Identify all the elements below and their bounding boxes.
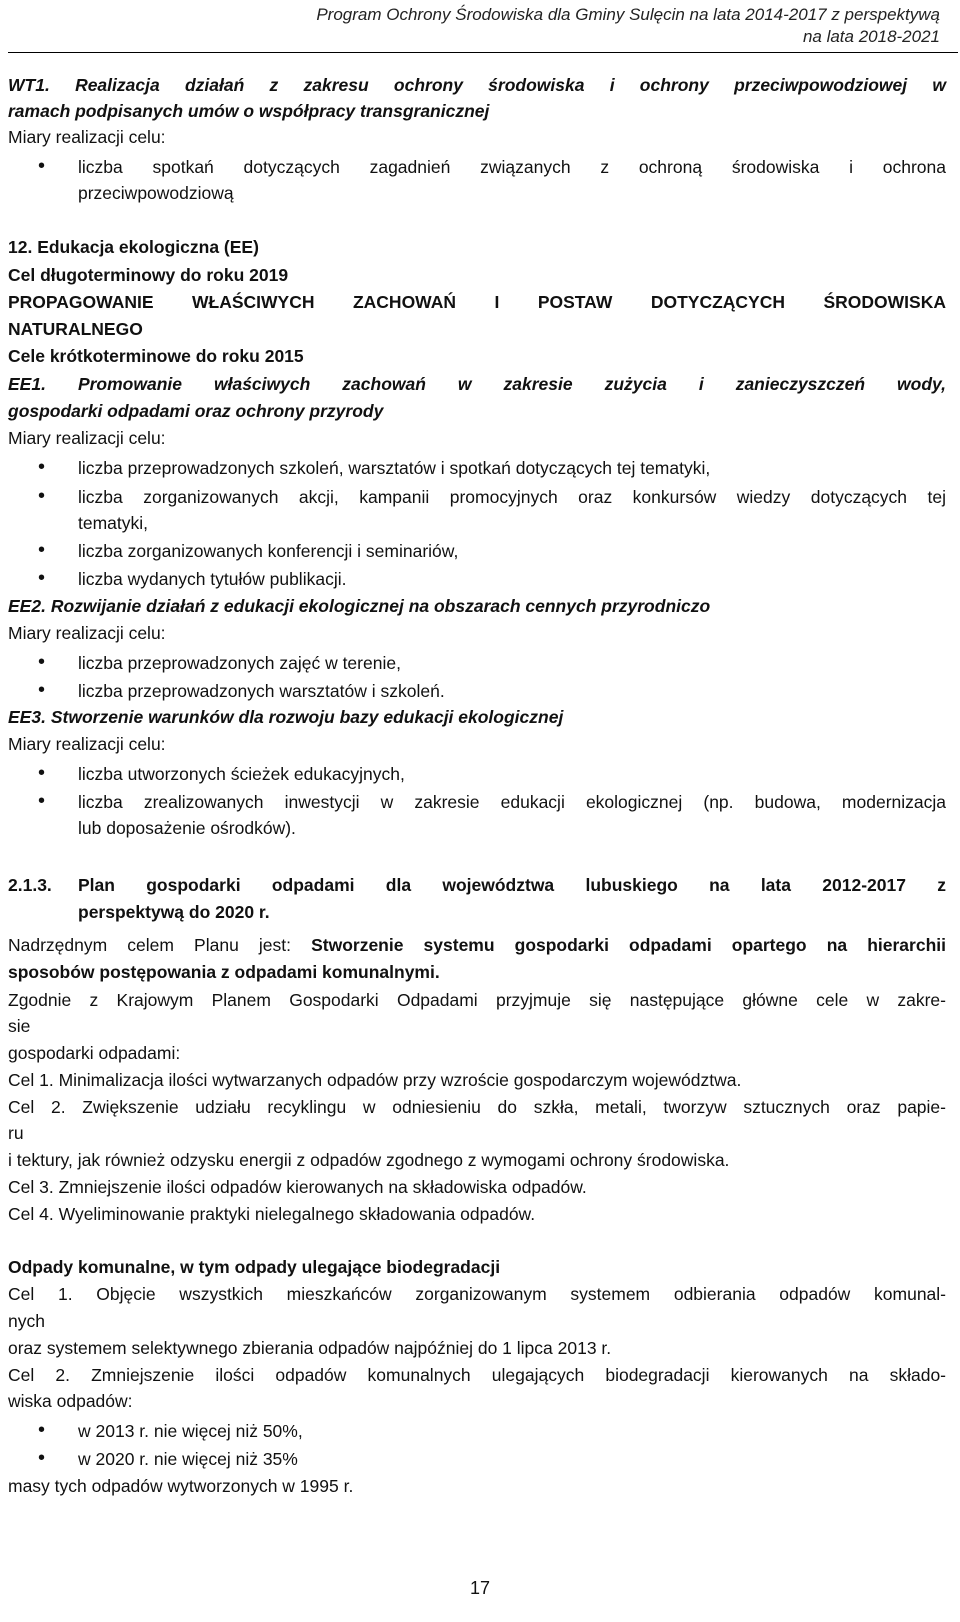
kpgo-line-3: gospodarki odpadami:: [8, 1043, 181, 1063]
ee1-bullet-4: liczba wydanych tytułów publikacji.: [78, 569, 347, 589]
section-213-title-line-1: Plan gospodarki odpadami dla województwa lubuskiego na lata 2012-2017 z: [78, 875, 946, 895]
wt1-title-a: Realizacja działań z zakresu ochrony środowiska i ochrony przeciwpowodziowej w: [75, 75, 946, 95]
plan-goal-bold-a: Stworzenie systemu gospodarki odpadami opartego na hierarchii: [311, 935, 946, 955]
wt1-bullet-line-2: przeciwpowodziową: [78, 183, 234, 203]
header-rule: [8, 52, 958, 53]
ee1-title-line-1: [8, 373, 946, 395]
goal-2-line-3: i tektury, jak również odzysku energii z odpadów zgodnego z wymogami ochrony środowiska.: [8, 1150, 730, 1170]
wt1-title-line-2: ramach podpisanych umów o współpracy transgranicznej: [8, 101, 490, 121]
ee2-bullet-1: liczba przeprowadzonych zajęć w terenie,: [78, 653, 401, 673]
bullet-dot: •: [38, 456, 46, 478]
ee2-measures-label: Miary realizacji celu:: [8, 623, 166, 643]
ee3-code: EE3.: [8, 707, 46, 727]
ee3-bullet-2-line-1: liczba zrealizowanych inwestycji w zakresie edukacji ekologicznej (np. budowa, modernizacja: [78, 792, 946, 812]
goal-2-line-1: Cel 2. Zwiększenie udziału recyklingu w odniesieniu do szkła, metali, tworzyw sztucznych oraz papie-: [8, 1097, 946, 1117]
short-term-goals-label: Cele krótkoterminowe do roku 2015: [8, 346, 304, 366]
section-number: 2.1.3.: [8, 875, 52, 895]
bullet-dot: •: [38, 1447, 46, 1469]
municipal-goal-1-line-2: nych: [8, 1311, 45, 1331]
ee1-bullet-1: liczba przeprowadzonych szkoleń, warsztatów i spotkań dotyczących tej tematyki,: [78, 458, 711, 478]
municipal-goal-1-line-3: oraz systemem selektywnego zbierania odpadów najpóźniej do 1 lipca 2013 r.: [8, 1338, 612, 1358]
wt1-code: WT1.: [8, 75, 50, 95]
municipal-heading: Odpady komunalne, w tym odpady ulegające biodegradacji: [8, 1257, 501, 1277]
municipal-bullet-2: w 2020 r. nie więcej niż 35%: [78, 1449, 298, 1469]
header-line-2: na lata 2018-2021: [802, 27, 940, 46]
goal-4: Cel 4. Wyeliminowanie praktyki nielegalnego składowania odpadów.: [8, 1204, 536, 1224]
ee1-bullet-2-line-1: liczba zorganizowanych akcji, kampanii promocyjnych oraz konkursów wiedzy dotyczących tej: [78, 487, 946, 507]
bullet-dot: •: [38, 485, 46, 507]
goal-1: Cel 1. Minimalizacja ilości wytwarzanych odpadów przy wzroście gospodarczym województwa.: [8, 1070, 742, 1090]
plan-goal-line-2: sposobów postępowania z odpadami komunalnymi.: [8, 962, 440, 982]
kpgo-line-2: sie: [8, 1016, 31, 1036]
ee1-title-a: Promowanie właściwych zachowań w zakresie zużycia i zanieczyszczeń wody,: [77, 374, 946, 394]
ee1-code: EE1.: [8, 374, 46, 394]
municipal-goal-2-line-1: Cel 2. Zmniejszenie ilości odpadów komunalnych ulegających biodegradacji kierowanych na składo-: [8, 1365, 946, 1385]
plan-goal-prefix: Nadrzędnym celem Planu jest:: [8, 935, 312, 955]
ee3-bullet-2-line-2: lub doposażenie ośrodków).: [78, 818, 296, 838]
ee2-title-text: Rozwijanie działań z edukacji ekologicznej na obszarach cennych przyrodniczo: [50, 596, 711, 616]
ee3-title-text: Stworzenie warunków dla rozwoju bazy edukacji ekologicznej: [50, 707, 564, 727]
bullet-dot: •: [38, 790, 46, 812]
header-line-1: Program Ochrony Środowiska dla Gminy Sulęcin na lata 2014-2017 z perspektywą: [316, 5, 940, 24]
wt1-title-line-1: [8, 74, 946, 96]
ee2-title: [8, 595, 946, 617]
municipal-goal-2-line-2: wiska odpadów:: [8, 1391, 133, 1411]
long-term-goal-label: Cel długoterminowy do roku 2019: [8, 265, 289, 285]
ee1-bullet-2-line-2: tematyki,: [78, 513, 149, 533]
bullet-dot: •: [38, 567, 46, 589]
goal-3: Cel 3. Zmniejszenie ilości odpadów kierowanych na składowiska odpadów.: [8, 1177, 587, 1197]
section-213-title-line-2: perspektywą do 2020 r.: [78, 902, 270, 922]
bullet-dot: •: [38, 651, 46, 673]
page-number: 17: [469, 1578, 491, 1598]
municipal-bullet-1: w 2013 r. nie więcej niż 50%,: [78, 1421, 303, 1441]
section-12-heading: 12. Edukacja ekologiczna (EE): [8, 237, 259, 257]
goal-2-line-2: ru: [8, 1123, 24, 1143]
ee3-title: [8, 706, 946, 728]
plan-goal-line-1: [8, 934, 946, 956]
wt1-bullet-line-1: liczba spotkań dotyczących zagadnień związanych z ochroną środowiska i ochrona: [78, 157, 946, 177]
bullet-dot: •: [38, 155, 46, 177]
bullet-dot: •: [38, 539, 46, 561]
municipal-tail: masy tych odpadów wytworzonych w 1995 r.: [8, 1476, 354, 1496]
bullet-dot: •: [38, 762, 46, 784]
long-term-goal-text-1: PROPAGOWANIE WŁAŚCIWYCH ZACHOWAŃ I POSTAW DOTYCZĄCYCH ŚRODOWISKA: [8, 292, 946, 312]
long-term-goal-text-2: NATURALNEGO: [8, 319, 143, 339]
wt1-measures-label: Miary realizacji celu:: [8, 127, 166, 147]
ee3-measures-label: Miary realizacji celu:: [8, 734, 166, 754]
municipal-goal-1-line-1: Cel 1. Objęcie wszystkich mieszkańców zorganizowanym systemem odbierania odpadów komunal-: [8, 1284, 946, 1304]
ee1-title-line-2: gospodarki odpadami oraz ochrony przyrody: [8, 401, 384, 421]
ee2-bullet-2: liczba przeprowadzonych warsztatów i szkoleń.: [78, 681, 445, 701]
ee1-bullet-3: liczba zorganizowanych konferencji i seminariów,: [78, 541, 459, 561]
ee3-bullet-1: liczba utworzonych ścieżek edukacyjnych,: [78, 764, 405, 784]
kpgo-line-1: Zgodnie z Krajowym Planem Gospodarki Odpadami przyjmuje się następujące główne cele w zakre-: [8, 990, 946, 1010]
running-header: [0, 4, 940, 48]
ee1-measures-label: Miary realizacji celu:: [8, 428, 166, 448]
bullet-dot: •: [38, 679, 46, 701]
bullet-dot: •: [38, 1419, 46, 1441]
ee2-code: EE2.: [8, 596, 46, 616]
